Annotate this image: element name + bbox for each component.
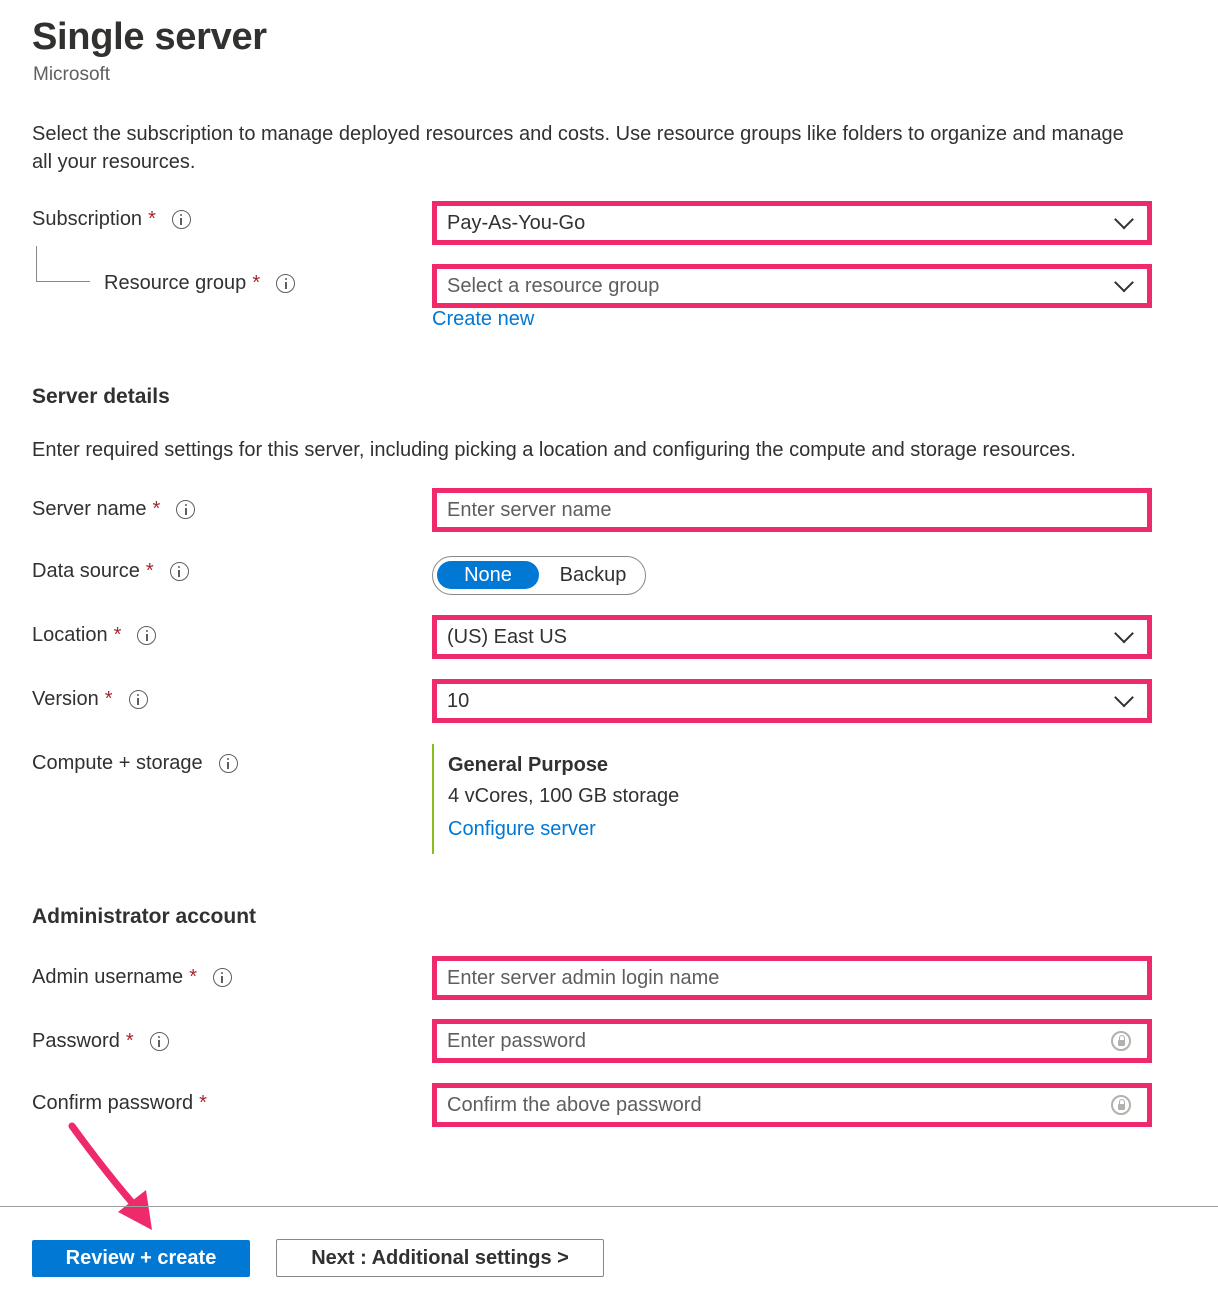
annotation-arrow-icon xyxy=(60,1118,170,1238)
data-source-option-none[interactable]: None xyxy=(437,561,539,589)
compute-storage-label xyxy=(32,752,238,775)
password-reveal-icon[interactable] xyxy=(1111,1095,1131,1115)
required-marker: * xyxy=(189,966,197,988)
resource-group-dropdown[interactable] xyxy=(432,264,1152,308)
subscription-label-text: Subscription xyxy=(32,208,143,230)
server-name-placeholder: Enter server name xyxy=(447,498,612,521)
required-marker: * xyxy=(113,624,122,646)
review-create-button[interactable]: Review + create xyxy=(32,1240,250,1277)
location-value: (US) East US xyxy=(447,625,568,648)
resource-group-placeholder: Select a resource group xyxy=(447,274,660,297)
version-label xyxy=(32,688,148,711)
info-icon[interactable] xyxy=(213,968,232,987)
data-source-toggle xyxy=(432,556,646,595)
required-marker: * xyxy=(104,688,113,710)
info-icon[interactable] xyxy=(219,754,238,773)
info-icon[interactable] xyxy=(172,210,191,229)
password-label-text: Password xyxy=(32,1030,120,1052)
admin-username-input[interactable] xyxy=(432,956,1152,1000)
server-details-heading: Server details xyxy=(32,385,170,408)
chevron-down-icon xyxy=(1114,273,1134,293)
location-dropdown[interactable] xyxy=(432,615,1152,659)
info-icon[interactable] xyxy=(150,1032,169,1051)
location-label-text: Location xyxy=(32,624,108,646)
info-icon[interactable] xyxy=(176,500,195,519)
configure-server-link[interactable]: Configure server xyxy=(448,818,596,840)
version-dropdown[interactable] xyxy=(432,679,1152,723)
password-reveal-icon[interactable] xyxy=(1111,1031,1131,1051)
confirm-password-label-text: Confirm password xyxy=(32,1092,194,1114)
required-marker: * xyxy=(125,1030,134,1052)
admin-account-heading: Administrator account xyxy=(32,905,257,928)
info-icon[interactable] xyxy=(276,274,295,293)
confirm-password-label xyxy=(32,1092,207,1115)
location-label xyxy=(32,624,156,647)
required-marker: * xyxy=(199,1092,207,1114)
subscription-dropdown[interactable] xyxy=(432,201,1152,245)
compute-storage-label-text: Compute + storage xyxy=(32,752,203,774)
info-icon[interactable] xyxy=(129,690,148,709)
required-marker: * xyxy=(148,208,156,230)
create-new-resource-group-link[interactable]: Create new xyxy=(432,308,535,330)
admin-username-label xyxy=(32,966,232,989)
project-description: Select the subscription to manage deployed resources and costs. Use resource groups like folders to organize and manage all your resources. xyxy=(32,123,1124,173)
server-name-label-text: Server name xyxy=(32,498,147,520)
admin-username-label-text: Admin username xyxy=(32,966,184,988)
password-input[interactable] xyxy=(432,1019,1152,1063)
resource-group-label-text: Resource group xyxy=(104,272,247,294)
server-name-input[interactable] xyxy=(432,488,1152,532)
data-source-label xyxy=(32,560,189,583)
password-placeholder: Enter password xyxy=(447,1029,586,1052)
compute-storage-summary xyxy=(432,744,832,854)
required-marker: * xyxy=(152,498,161,520)
chevron-down-icon xyxy=(1114,210,1134,230)
data-source-option-backup[interactable]: Backup xyxy=(559,563,627,586)
resource-group-label xyxy=(104,272,295,295)
compute-tier: General Purpose xyxy=(448,754,609,776)
server-name-label xyxy=(32,498,195,521)
confirm-password-placeholder: Confirm the above password xyxy=(447,1093,702,1116)
required-marker: * xyxy=(145,560,154,582)
version-value: 10 xyxy=(447,689,470,712)
admin-username-placeholder: Enter server admin login name xyxy=(447,966,720,989)
compute-spec: 4 vCores, 100 GB storage xyxy=(448,785,680,807)
required-marker: * xyxy=(252,272,261,294)
publisher-label: Microsoft xyxy=(33,64,111,85)
tree-connector xyxy=(36,246,90,282)
confirm-password-input[interactable] xyxy=(432,1083,1152,1127)
info-icon[interactable] xyxy=(137,626,156,645)
server-details-description: Enter required settings for this server, including picking a location and configuring the compute and storage resources. xyxy=(32,439,1076,461)
subscription-label xyxy=(32,208,191,231)
info-icon[interactable] xyxy=(170,562,189,581)
subscription-value: Pay-As-You-Go xyxy=(447,211,586,234)
next-additional-settings-button[interactable]: Next : Additional settings > xyxy=(276,1239,604,1277)
footer-divider xyxy=(0,1206,1218,1207)
password-label xyxy=(32,1030,169,1053)
page-title: Single server xyxy=(32,16,267,58)
chevron-down-icon xyxy=(1114,688,1134,708)
version-label-text: Version xyxy=(32,688,99,710)
chevron-down-icon xyxy=(1114,624,1134,644)
data-source-label-text: Data source xyxy=(32,560,140,582)
